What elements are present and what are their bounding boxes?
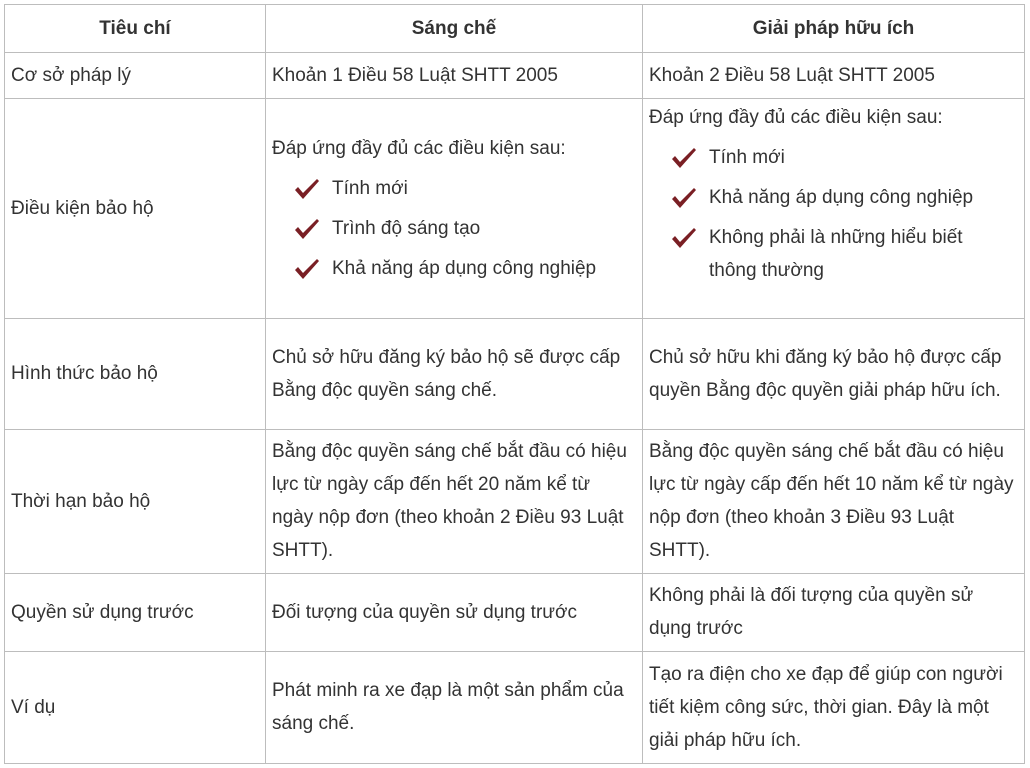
conditions-intro: Đáp ứng đầy đủ các điều kiện sau: (649, 107, 943, 129)
conditions-list (649, 141, 1018, 287)
condition-text: Khả năng áp dụng công nghiệp (709, 187, 974, 209)
checkmark-icon (294, 258, 320, 280)
row-label-protection-form: Hình thức bảo hộ (5, 319, 266, 429)
list-item (649, 141, 1018, 174)
list-item (272, 252, 636, 285)
table-row (5, 429, 1025, 573)
conditions-intro: Đáp ứng đầy đủ các điều kiện sau: (272, 138, 566, 160)
cell-invention-prior-use: Đối tượng của quyền sử dụng trước (266, 573, 643, 651)
header-invention: Sáng chế (266, 5, 643, 53)
row-label-conditions: Điều kiện bảo hộ (5, 99, 266, 319)
table-row (5, 573, 1025, 651)
table-row (5, 53, 1025, 99)
cell-invention-protection-term: Bằng độc quyền sáng chế bắt đầu có hiệu lực từ ngày cấp đến hết 20 năm kể từ ngày nộp đơn (theo khoản 2 Điều 93 Luật SHTT). (266, 429, 643, 573)
list-item (649, 221, 1018, 287)
row-label-protection-term: Thời hạn bảo hộ (5, 429, 266, 573)
row-label-prior-use: Quyền sử dụng trước (5, 573, 266, 651)
list-item (272, 212, 636, 245)
cell-utility-example: Tạo ra điện cho xe đạp để giúp con người tiết kiệm công sức, thời gian. Đây là một giải pháp hữu ích. (643, 651, 1025, 763)
checkmark-icon (294, 218, 320, 240)
checkmark-icon (671, 187, 697, 209)
condition-text: Không phải là những hiểu biết thông thường (709, 227, 963, 282)
list-item (649, 181, 1018, 214)
cell-invention-legal-basis: Khoản 1 Điều 58 Luật SHTT 2005 (266, 53, 643, 99)
cell-invention-conditions (266, 99, 643, 319)
condition-text: Trình độ sáng tạo (332, 218, 481, 240)
condition-text: Tính mới (332, 178, 408, 200)
header-criteria: Tiêu chí (5, 5, 266, 53)
header-utility-solution: Giải pháp hữu ích (643, 5, 1025, 53)
table-row (5, 651, 1025, 763)
conditions-list (272, 172, 636, 285)
list-item (272, 172, 636, 205)
cell-utility-protection-form: Chủ sở hữu khi đăng ký bảo hộ được cấp quyền Bằng độc quyền giải pháp hữu ích. (643, 319, 1025, 429)
table-row (5, 319, 1025, 429)
checkmark-icon (294, 178, 320, 200)
row-label-legal-basis: Cơ sở pháp lý (5, 53, 266, 99)
cell-utility-conditions (643, 99, 1025, 319)
condition-text: Khả năng áp dụng công nghiệp (332, 258, 597, 280)
cell-utility-legal-basis: Khoản 2 Điều 58 Luật SHTT 2005 (643, 53, 1025, 99)
cell-invention-protection-form: Chủ sở hữu đăng ký bảo hộ sẽ được cấp Bằng độc quyền sáng chế. (266, 319, 643, 429)
table-row (5, 99, 1025, 319)
header-row (5, 5, 1025, 53)
cell-utility-prior-use: Không phải là đối tượng của quyền sử dụng trước (643, 573, 1025, 651)
checkmark-icon (671, 147, 697, 169)
checkmark-icon (671, 227, 697, 249)
cell-invention-example: Phát minh ra xe đạp là một sản phẩm của sáng chế. (266, 651, 643, 763)
comparison-table (4, 4, 1025, 764)
cell-utility-protection-term: Bằng độc quyền sáng chế bắt đầu có hiệu lực từ ngày cấp đến hết 10 năm kể từ ngày nộp đơn (theo khoản 3 Điều 93 Luật SHTT). (643, 429, 1025, 573)
condition-text: Tính mới (709, 147, 785, 169)
row-label-example: Ví dụ (5, 651, 266, 763)
